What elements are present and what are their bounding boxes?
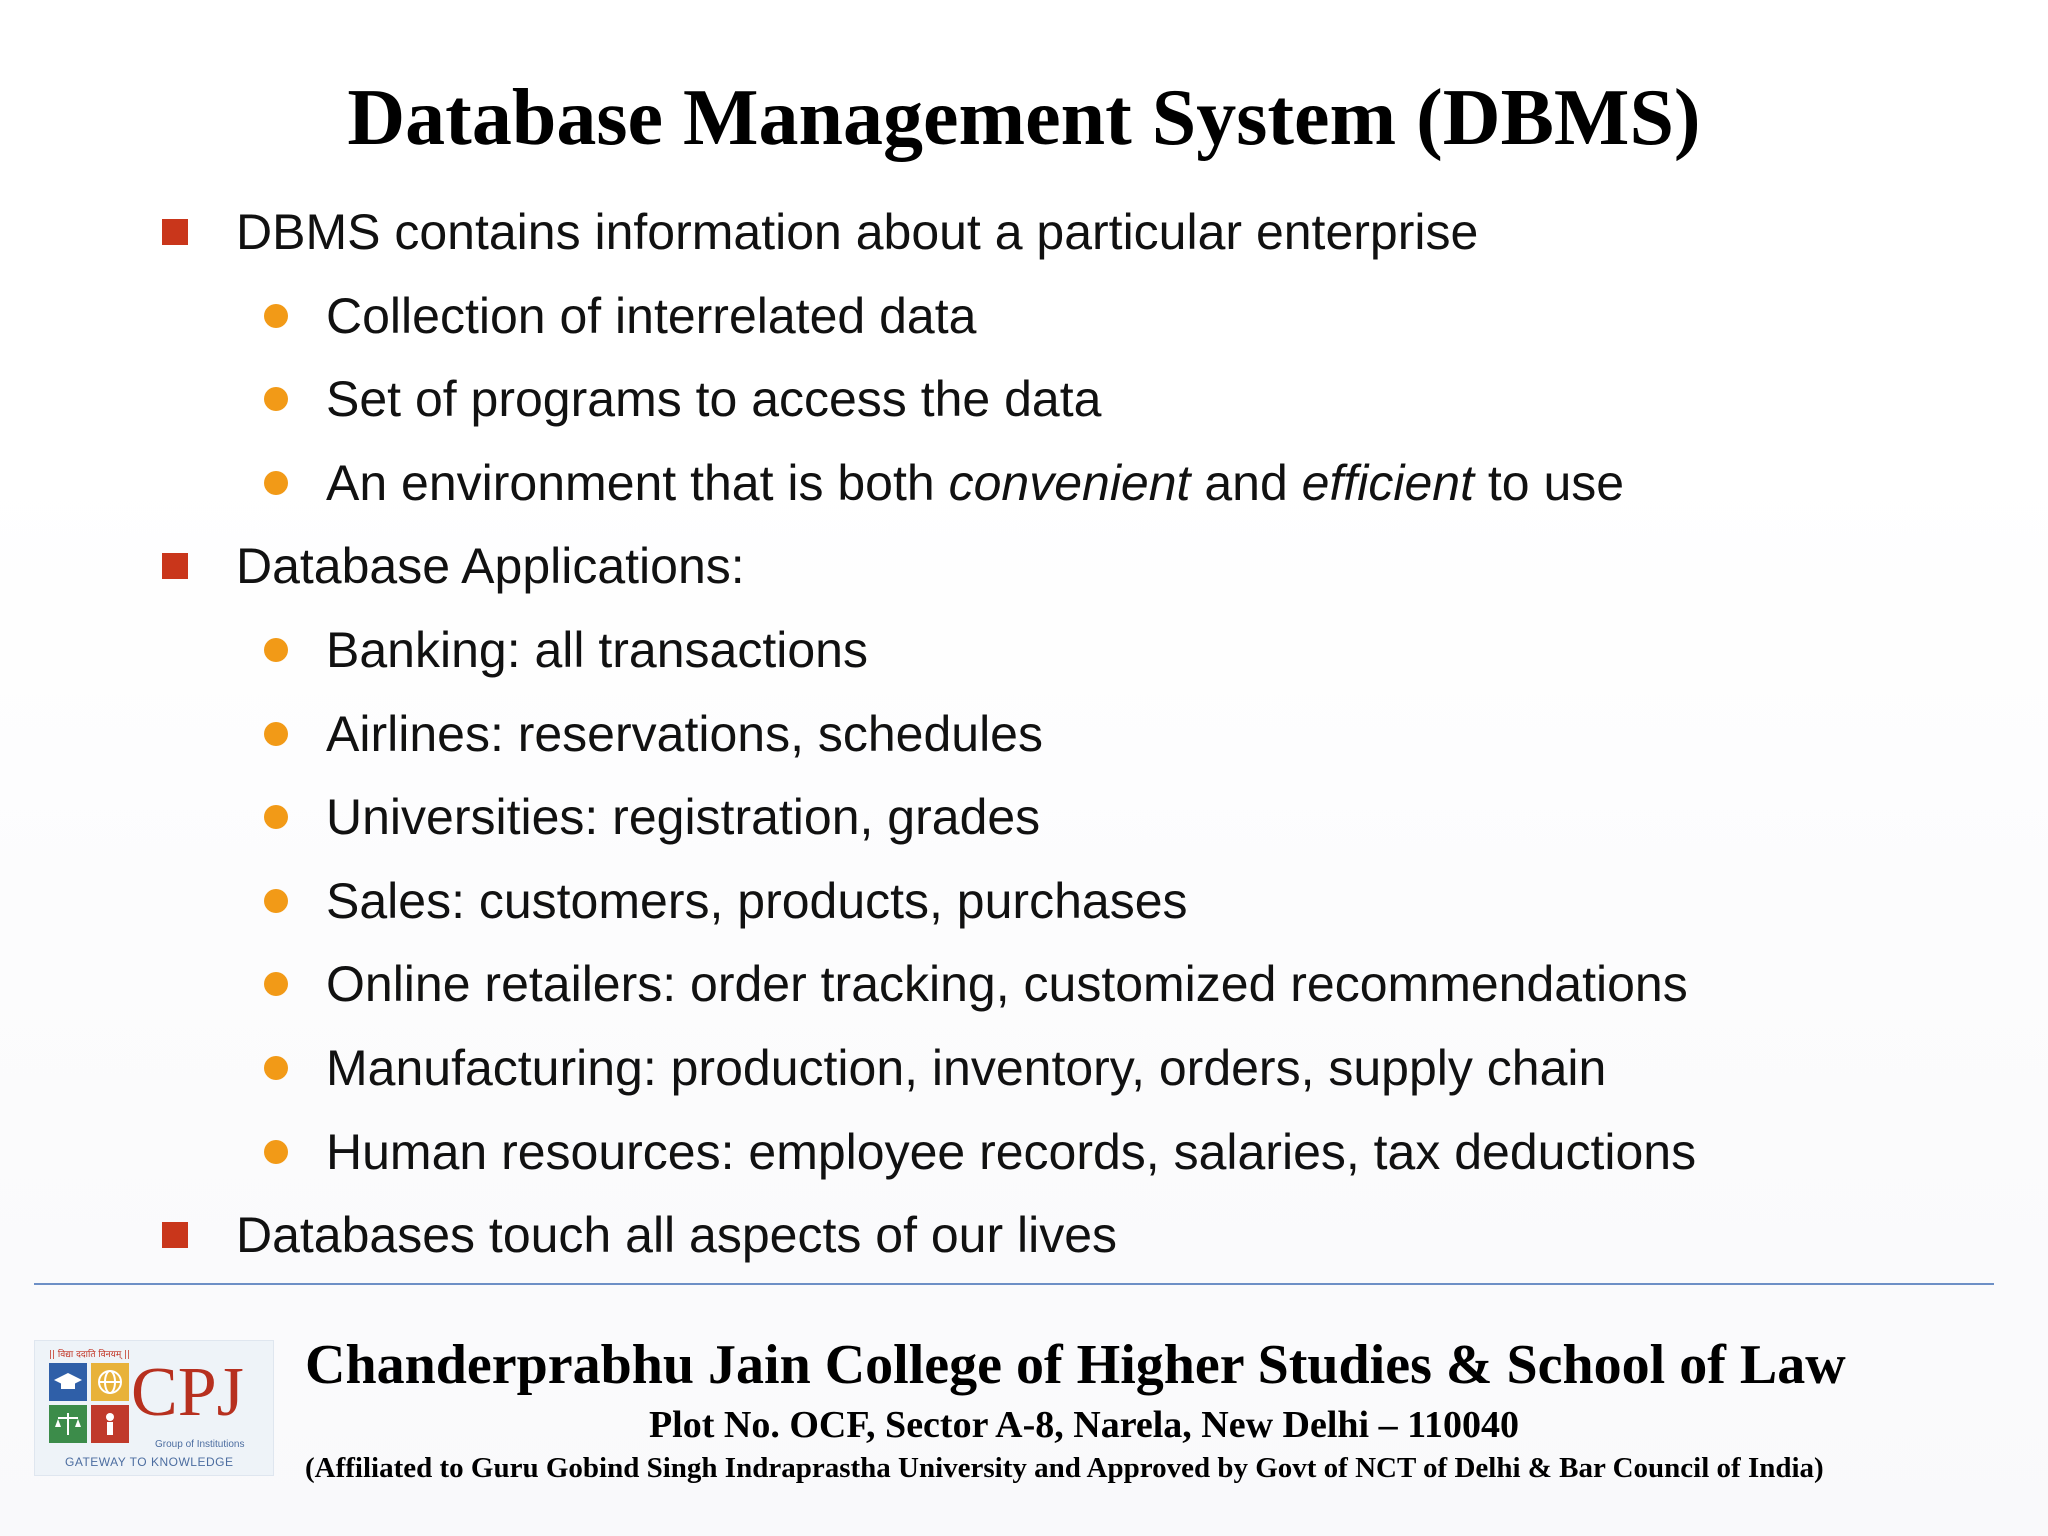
bullet-item: [0, 190, 2048, 274]
text-fragment: to use: [1474, 454, 1625, 511]
round-bullet-icon: [264, 471, 288, 495]
round-bullet-icon: [264, 304, 288, 328]
globe-icon: [91, 1363, 129, 1401]
bullet-text: Set of programs to access the data: [326, 371, 1102, 428]
round-bullet-icon: [264, 1140, 288, 1164]
sub-bullet-item: [0, 1110, 2048, 1194]
text-fragment: and: [1190, 454, 1302, 511]
sub-bullet-item: [0, 859, 2048, 943]
footer-divider: [34, 1283, 1994, 1285]
square-bullet-icon: [162, 1222, 188, 1248]
round-bullet-icon: [264, 972, 288, 996]
bullet-item: [0, 524, 2048, 608]
round-bullet-icon: [264, 805, 288, 829]
bullet-text: Databases touch all aspects of our lives: [236, 1207, 1118, 1264]
round-bullet-icon: [264, 638, 288, 662]
logo-gateway: GATEWAY TO KNOWLEDGE: [65, 1455, 234, 1469]
sub-bullet-item: [0, 1026, 2048, 1110]
bullet-text: DBMS contains information about a particular enterprise: [236, 204, 1479, 260]
logo-motto: || विद्या ददाति विनयम् ||: [49, 1350, 131, 1360]
emphasis-text: convenient: [948, 454, 1191, 511]
bullet-text: Human resources: employee records, salaries, tax deductions: [326, 1123, 1697, 1180]
slide-title: Database Management System (DBMS): [347, 74, 1701, 162]
logo-wordmark: CPJ: [131, 1354, 244, 1431]
bullet-text: Manufacturing: production, inventory, orders, supply chain: [326, 1040, 1607, 1096]
bullet-text: Database Applications:: [236, 538, 745, 595]
sub-bullet-item: [0, 441, 2048, 525]
college-name: Chanderprabhu Jain College of Higher Studies & School of Law: [305, 1334, 1846, 1396]
sub-bullet-item: [0, 357, 2048, 441]
sub-bullet-item: [0, 942, 2048, 1026]
bullet-text: Airlines: reservations, schedules: [326, 705, 1043, 762]
round-bullet-icon: [264, 1056, 288, 1080]
sub-bullet-item: [0, 775, 2048, 859]
bullet-text: Collection of interrelated data: [326, 287, 977, 344]
bullet-text: Sales: customers, products, purchases: [326, 872, 1188, 929]
text-fragment: An environment that is both: [326, 454, 949, 511]
logo-subtitle: Group of Institutions: [155, 1439, 245, 1450]
round-bullet-icon: [264, 722, 288, 746]
bullet-text: Banking: all transactions: [326, 622, 868, 678]
bullet-text: Online retailers: order tracking, customized recommendations: [326, 956, 1688, 1013]
college-address: Plot No. OCF, Sector A-8, Narela, New Delhi – 110040: [648, 1404, 1520, 1446]
square-bullet-icon: [162, 219, 188, 245]
emphasis-text: efficient: [1301, 454, 1474, 511]
college-affiliation: (Affiliated to Guru Gobind Singh Indraprastha University and Approved by Govt of NCT of Delhi & Bar Council of India): [305, 1452, 1824, 1484]
sub-bullet-item: [0, 692, 2048, 776]
bullet-text: Universities: registration, grades: [326, 789, 1041, 846]
round-bullet-icon: [264, 387, 288, 411]
square-bullet-icon: [162, 553, 188, 579]
bullet-item: [0, 1193, 2048, 1277]
sub-bullet-item: [0, 608, 2048, 692]
sub-bullet-item: [0, 274, 2048, 358]
bullet-text: [326, 441, 1624, 525]
graduation-cap-icon: [49, 1363, 87, 1401]
round-bullet-icon: [264, 889, 288, 913]
